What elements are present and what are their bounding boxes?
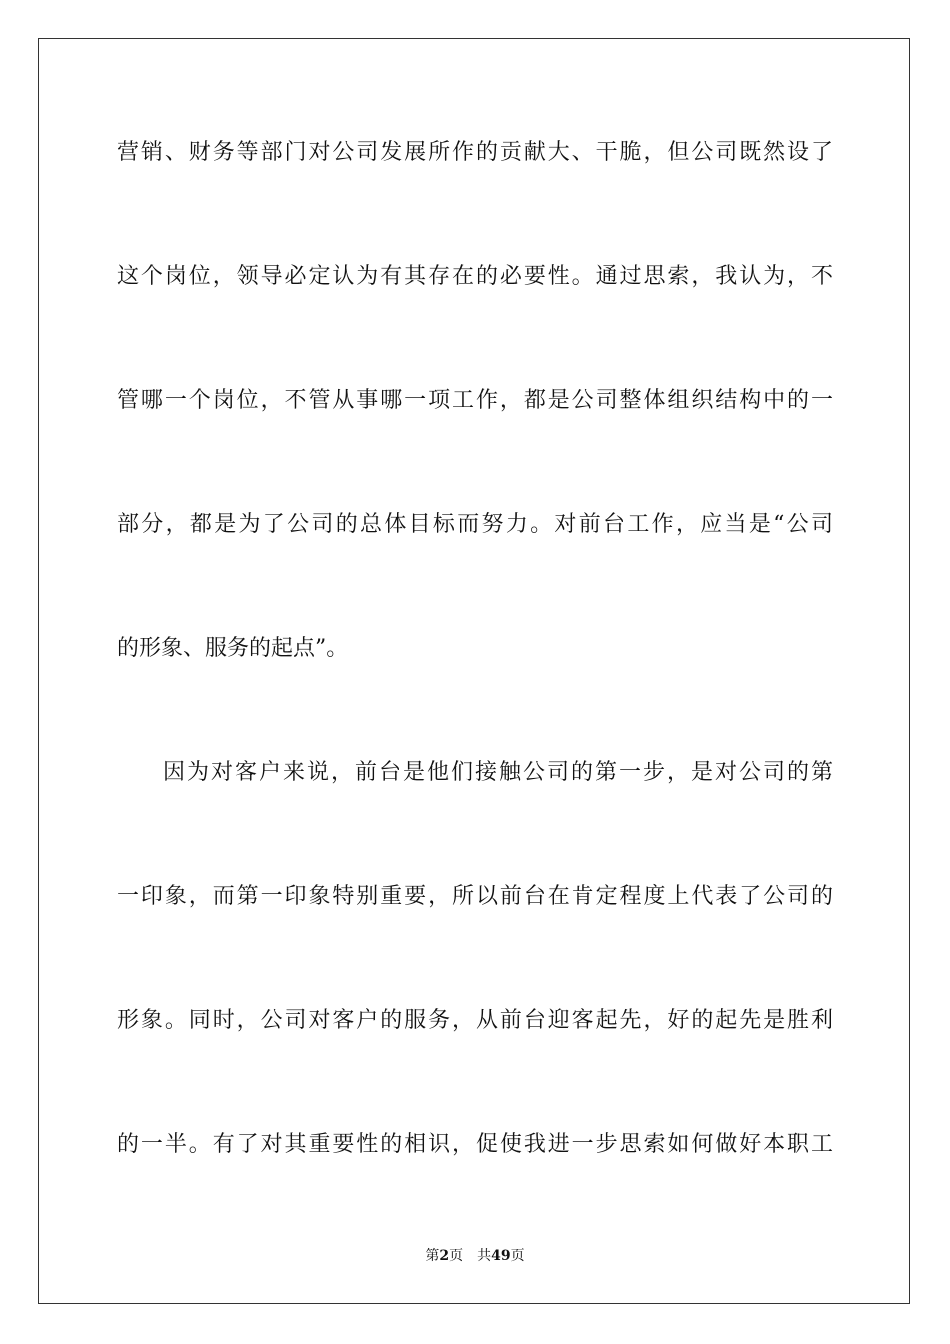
footer-page-prefix: 第 [425, 1248, 440, 1264]
page-border [38, 38, 910, 1304]
footer-total-pages: 49 [491, 1248, 511, 1264]
body-line-2: 这个岗位，领导必定认为有其存在的必要性。通过思索，我认为，不 [117, 264, 833, 289]
footer-total-suffix: 页 [510, 1248, 525, 1264]
page-footer [0, 1247, 950, 1265]
body-line-6: 因为对客户来说，前台是他们接触公司的第一步，是对公司的第 [163, 760, 833, 785]
body-line-8: 形象。同时，公司对客户的服务，从前台迎客起先，好的起先是胜利 [117, 1008, 833, 1033]
footer-page-suffix: 页 [449, 1248, 464, 1264]
footer-total-prefix: 共 [477, 1248, 492, 1264]
body-line-3: 管哪一个岗位，不管从事哪一项工作，都是公司整体组织结构中的一 [117, 388, 833, 413]
body-line-5: 的形象、服务的起点”。 [117, 636, 349, 661]
body-line-1: 营销、财务等部门对公司发展所作的贡献大、干脆，但公司既然设了 [117, 140, 833, 165]
footer-page-number: 2 [439, 1248, 450, 1264]
body-line-4: 部分，都是为了公司的总体目标而努力。对前台工作，应当是“公司 [117, 512, 833, 537]
body-line-9: 的一半。有了对其重要性的相识，促使我进一步思索如何做好本职工 [117, 1132, 833, 1157]
body-line-7: 一印象，而第一印象特别重要，所以前台在肯定程度上代表了公司的 [117, 884, 833, 909]
